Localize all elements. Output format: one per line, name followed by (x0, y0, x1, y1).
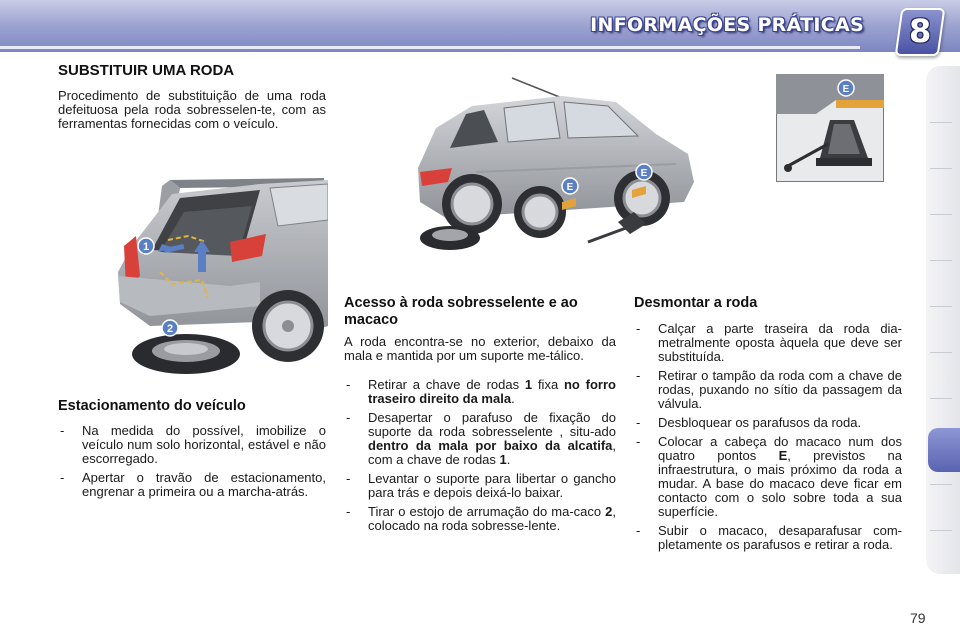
access-paragraph: A roda encontra-se no exterior, debaixo da mala e mantida por um suporte me-tálico. (344, 334, 616, 363)
access-list (344, 378, 616, 538)
list-item: - Subir o macaco, desaparafusar com-pletamente os parafusos e retirar a roda. (634, 524, 902, 552)
callout-2: 2 (166, 323, 174, 335)
parking-list (58, 424, 326, 504)
callout-e-front: E (640, 168, 648, 179)
parking-title: Estacionamento do veículo (58, 398, 246, 414)
tab-divider (930, 122, 952, 123)
callout-e-jack: E (842, 84, 850, 95)
list-item: - Desbloquear os parafusos da roda. (634, 416, 902, 430)
list-item: - Na medida do possível, imobilize o veículo num solo horizontal, estável e não escorregado. (58, 424, 326, 466)
list-item: - Desapertar o parafuso de fixação do suporte da roda sobresselente , situ-ado dentro da mala por baixo da alcatifa, com a chave de rodas 1. (344, 411, 616, 467)
page-number: 79 (910, 610, 926, 626)
side-tab-strip (926, 66, 960, 574)
tab-divider (930, 214, 952, 215)
list-item: - Calçar a parte traseira da roda dia-metralmente oposta àquela que deve ser substituída. (634, 322, 902, 364)
header-divider (0, 46, 860, 49)
section-title: SUBSTITUIR UMA RODA (58, 62, 235, 79)
remove-list (634, 322, 902, 557)
tab-divider (930, 260, 952, 261)
access-title: Acesso à roda sobresselente e ao macaco (344, 295, 578, 328)
chapter-title: INFORMAÇÕES PRÁTICAS (590, 14, 864, 36)
tab-divider (930, 398, 952, 399)
chapter-badge (895, 8, 946, 56)
intro-paragraph: Procedimento de substituição de uma roda defeituosa pela roda sobresselen-te, com as ferramentas fornecidas com o veículo. (58, 88, 326, 131)
car-side-jack-points-illustration (412, 72, 704, 264)
tab-divider (930, 168, 952, 169)
chapter-number: 8 (908, 12, 932, 50)
tab-divider (930, 484, 952, 485)
car-rear-spare-wheel-illustration (110, 176, 328, 378)
tab-divider (930, 352, 952, 353)
list-item: - Levantar o suporte para libertar o gancho para trás e depois deixá-lo baixar. (344, 472, 616, 500)
list-item: - Apertar o travão de estacionamento, engrenar a primeira ou a marcha-atrás. (58, 471, 326, 499)
callout-e-rear: E (566, 182, 574, 193)
list-item: - Retirar o tampão da roda com a chave de rodas, puxando no sítio da passagem da válvula. (634, 369, 902, 411)
callout-1: 1 (142, 241, 150, 253)
remove-title: Desmontar a roda (634, 295, 758, 311)
list-item: - Retirar a chave de rodas 1 fixa no forro traseiro direito da mala. (344, 378, 616, 406)
tab-divider (930, 530, 952, 531)
tab-divider (930, 306, 952, 307)
jack-closeup-illustration (776, 74, 884, 182)
list-item: - Tirar o estojo de arrumação do ma-caco 2, colocado na roda sobresse-lente. (344, 505, 616, 533)
list-item: - Colocar a cabeça do macaco num dos quatro pontos E, previstos na infraestrutura, o mais próximo da roda a mudar. A base do macaco deve ficar em contacto com o solo sobre toda a sua superfície. (634, 435, 902, 519)
active-chapter-tab[interactable] (928, 428, 960, 472)
